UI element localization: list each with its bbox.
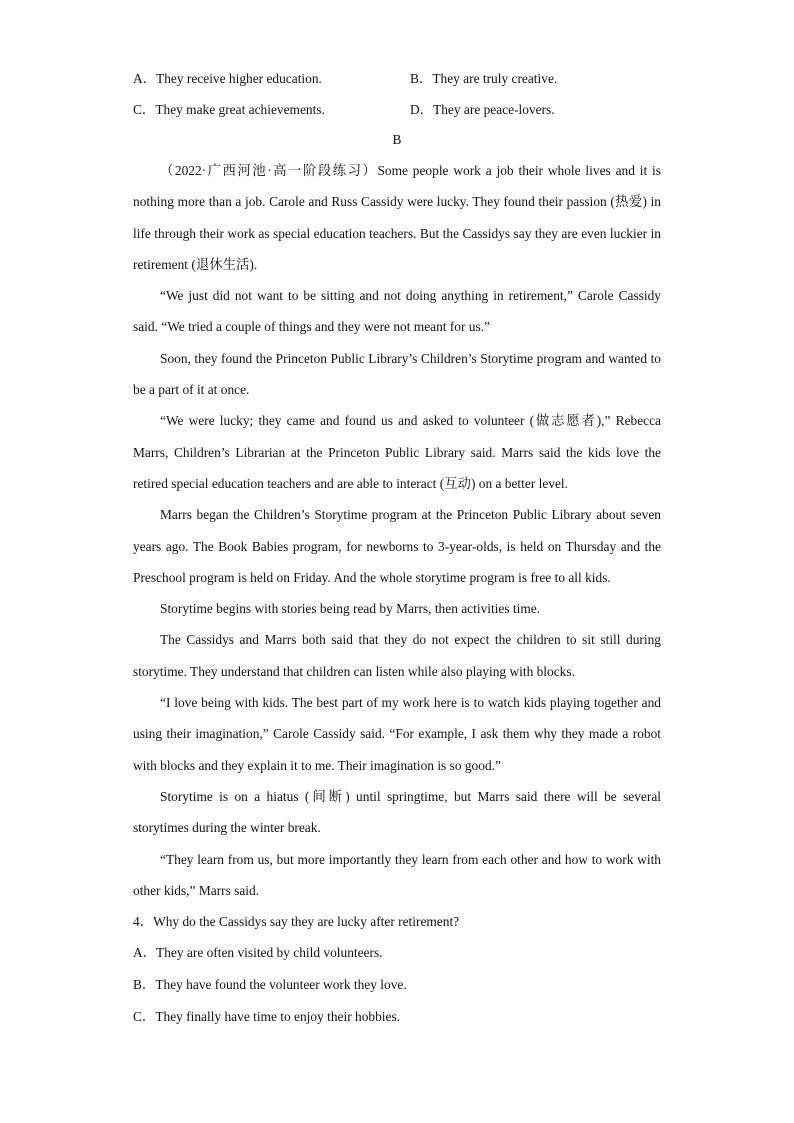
passage-paragraph: The Cassidys and Marrs both said that they do not expect the children to sit still during storytime. They understand that children can listen while also playing with blocks. [133,632,661,679]
passage-paragraph: Marrs began the Children’s Storytime program at the Princeton Public Library about seven years ago. The Book Babies program, for newborns to 3-year-olds, is held on Thursday and the Preschool program is held on Friday. And the whole storytime program is free to all kids. [133,507,661,585]
prev-option-c: C．They make great achievements. [133,102,325,117]
passage-paragraph: “I love being with kids. The best part of my work here is to watch kids playing together and using their imagination,” Carole Cassidy said. “For example, I ask them why they made a robot with blocks and they explain it to me. Their imagination is so good.” [133,695,661,773]
prev-options-row-1 [133,62,661,93]
passage-paragraph: “They learn from us, but more importantly they learn from each other and how to work with other kids,” Marrs said. [133,851,661,898]
question-option-b: B．They have found the volunteer work they love. [133,977,407,993]
passage-paragraph: Storytime begins with stories being read by Marrs, then activities time. [160,601,541,617]
prev-option-d: D．They are peace-lovers. [410,102,555,117]
passage-paragraph: “We just did not want to be sitting and not doing anything in retirement,” Carole Cassidy said. “We tried a couple of things and they were not meant for us.” [133,288,661,335]
question-stem: 4．Why do the Cassidys say they are lucky after retirement? [133,914,460,930]
section-label: B [392,132,402,147]
passage-paragraph: （2022·广西河池·高一阶段练习）Some people work a job their whole lives and it is nothing more than a job. Carole and Russ Cassidy were lucky. They found their passion (热爱) in life through their work as special education teachers. But the Cassidys say they are even luckier in retirement (退休生活). [133,163,661,272]
passage-paragraph: Storytime is on a hiatus (间断) until springtime, but Marrs said there will be several storytimes during the winter break. [133,788,661,836]
passage-paragraph: Soon, they found the Princeton Public Library’s Children’s Storytime program and wanted to be a part of it at once. [133,350,661,398]
prev-options-row-2 [133,93,661,124]
question-option-a: A．They are often visited by child volunteers. [133,945,383,961]
passage-paragraph: “We were lucky; they came and found us and asked to volunteer (做志愿者),” Rebecca Marrs, Children’s Librarian at the Princeton Public Library said. Marrs said the kids love the retired special education teachers and are able to interact (互动) on a better level. [133,413,661,491]
question-option-c: C．They finally have time to enjoy their hobbies. [133,1008,401,1024]
prev-option-b: B．They are truly creative. [410,71,558,86]
prev-option-a: A．They receive higher education. [133,71,322,86]
page-content [133,62,661,1032]
